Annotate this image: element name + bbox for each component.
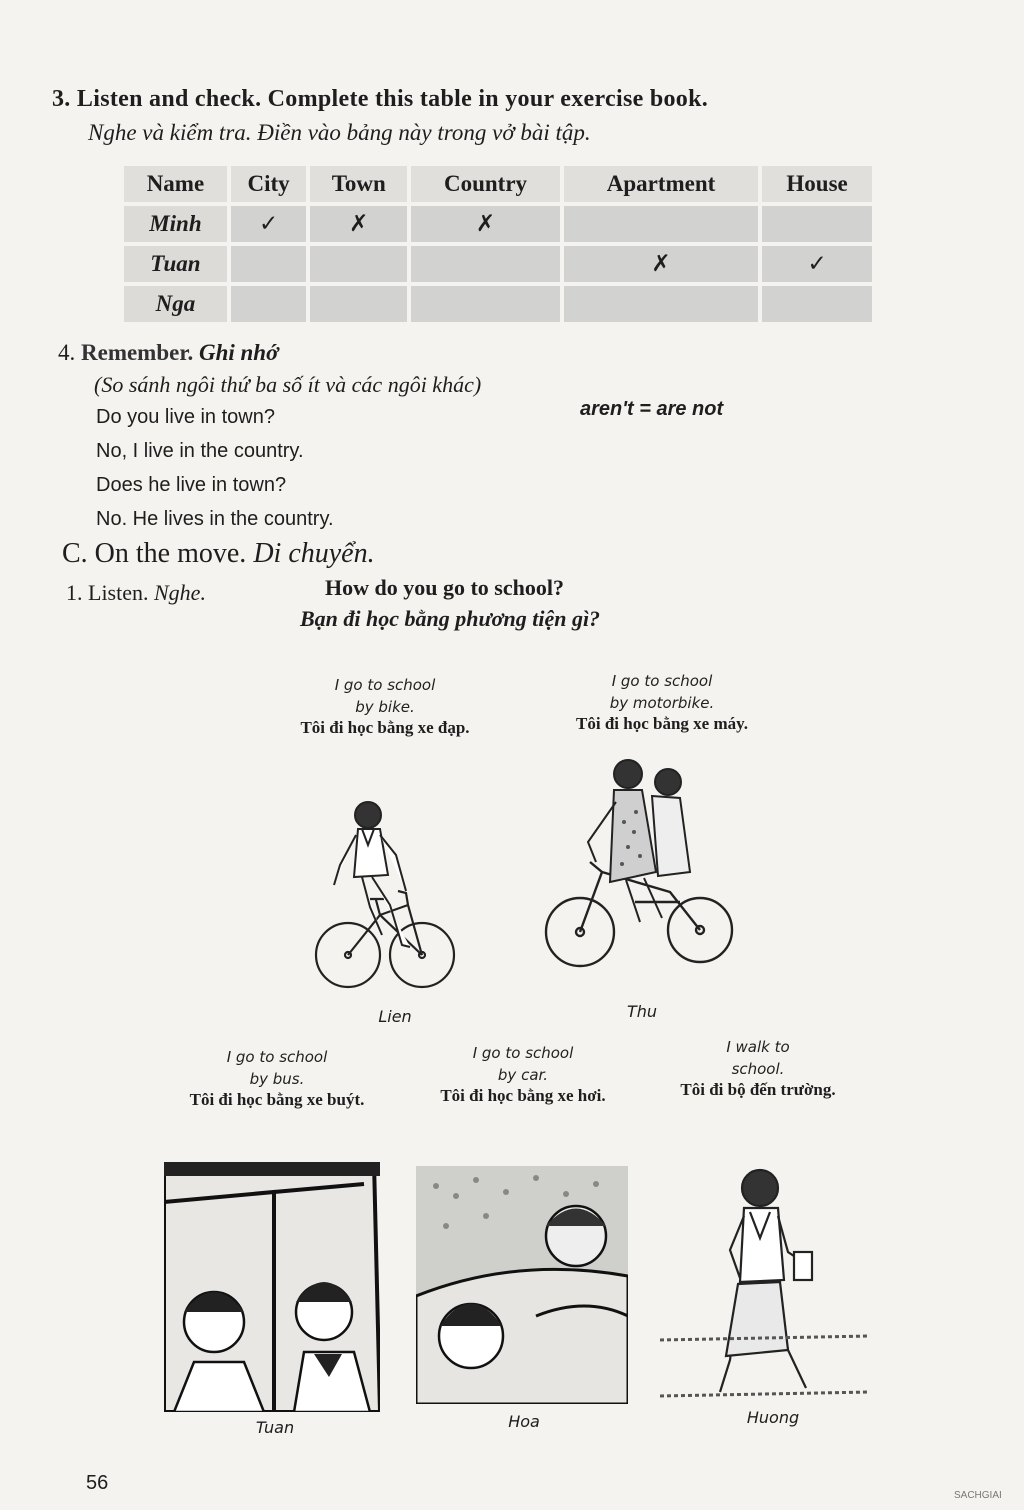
- table-row: [124, 246, 872, 282]
- caption-name: Huong: [746, 1408, 800, 1427]
- bus-illustration: [164, 1162, 380, 1412]
- caption-en-line1: I go to school: [334, 676, 436, 694]
- ex1-heading: [66, 580, 206, 606]
- caption-bus: [152, 1046, 402, 1110]
- table-cell: ✗: [310, 206, 407, 242]
- section-c-title-vn: Di chuyển.: [253, 538, 375, 569]
- row-name: Tuan: [124, 246, 227, 282]
- ex3-heading: [52, 86, 708, 113]
- caption-vn: Tôi đi bộ đến trường.: [680, 1080, 836, 1099]
- header-house: House: [762, 166, 872, 202]
- ex4-number: 4.: [58, 340, 76, 365]
- caption-en-line2: school.: [731, 1060, 785, 1078]
- caption-name: Tuan: [255, 1418, 295, 1437]
- motorbike-illustration: [540, 752, 740, 982]
- row-name: Nga: [124, 286, 227, 322]
- table-cell: [310, 246, 407, 282]
- table-cell: [231, 286, 306, 322]
- page-number: 56: [86, 1472, 109, 1494]
- ex4-title: Remember.: [81, 340, 194, 365]
- caption-motorbike: [542, 670, 782, 734]
- table-cell: [762, 286, 872, 322]
- walking-illustration: [660, 1160, 870, 1410]
- header-city: City: [231, 166, 306, 202]
- caption-walk: [648, 1036, 868, 1100]
- caption-en-line2: by car.: [497, 1066, 549, 1084]
- caption-en-line1: I walk to: [726, 1038, 790, 1056]
- ex4-aside: aren't = are not: [580, 398, 724, 420]
- ex4-line-3: Does he live in town?: [96, 474, 287, 496]
- ex1-title: Listen.: [88, 580, 149, 605]
- check-table: [120, 162, 876, 326]
- caption-en-line1: I go to school: [472, 1044, 574, 1062]
- caption-name: Hoa: [508, 1412, 540, 1431]
- table-row: [124, 206, 872, 242]
- caption-en-line2: by bus.: [249, 1070, 305, 1088]
- ex4-title-vn: Ghi nhớ: [198, 340, 279, 365]
- caption-en-line1: I go to school: [226, 1048, 328, 1066]
- ex4-note: (So sánh ngôi thứ ba số ít và các ngôi khác): [94, 372, 482, 397]
- caption-en-line1: I go to school: [611, 672, 713, 690]
- caption-bike: [270, 674, 500, 738]
- table-cell: [231, 246, 306, 282]
- ex1-title-vn: Nghe.: [154, 580, 206, 605]
- caption-name: Thu: [626, 1002, 658, 1021]
- caption-name: Lien: [378, 1007, 412, 1026]
- header-country: Country: [411, 166, 560, 202]
- caption-vn: Tôi đi học bằng xe buýt.: [189, 1090, 365, 1109]
- ex3-number: 3.: [52, 86, 71, 112]
- table-cell: ✓: [762, 246, 872, 282]
- car-illustration: [416, 1166, 628, 1404]
- caption-en-line2: by motorbike.: [609, 694, 715, 712]
- ex1-question-vn: Bạn đi học bằng phương tiện gì?: [300, 606, 601, 631]
- table-cell: [564, 286, 758, 322]
- ex1-number: 1.: [66, 580, 83, 605]
- table-cell: ✗: [411, 206, 560, 242]
- ex1-question: How do you go to school?: [325, 575, 564, 600]
- ex4-line-2: No, I live in the country.: [96, 440, 304, 462]
- ex4-heading: [58, 340, 278, 366]
- ex4-line-4: No. He lives in the country.: [96, 508, 334, 530]
- table-cell: [762, 206, 872, 242]
- ex3-title: Listen and check. Complete this table in your exercise book.: [76, 86, 709, 112]
- table-cell: [411, 286, 560, 322]
- caption-vn: Tôi đi học bằng xe đạp.: [300, 718, 470, 737]
- ex3-subtitle: Nghe và kiểm tra. Điền vào bảng này trong vở bài tập.: [88, 120, 591, 145]
- caption-en-line2: by bike.: [355, 698, 415, 716]
- header-apartment: Apartment: [564, 166, 758, 202]
- table-cell: [411, 246, 560, 282]
- header-town: Town: [310, 166, 407, 202]
- ex4-line-1: Do you live in town?: [96, 406, 275, 428]
- table-cell: ✓: [231, 206, 306, 242]
- table-cell: ✗: [564, 246, 758, 282]
- watermark: SACHGIAI: [954, 1490, 1002, 1501]
- table-row: [124, 286, 872, 322]
- caption-car: [408, 1042, 638, 1106]
- header-name: Name: [124, 166, 227, 202]
- table-cell: [310, 286, 407, 322]
- table-header-row: [124, 166, 872, 202]
- table-cell: [564, 206, 758, 242]
- bike-illustration: [310, 795, 460, 1010]
- section-c-title: C. On the move.: [62, 538, 247, 569]
- row-name: Minh: [124, 206, 227, 242]
- caption-vn: Tôi đi học bằng xe máy.: [576, 714, 748, 733]
- section-c-heading: [62, 538, 375, 570]
- caption-vn: Tôi đi học bằng xe hơi.: [440, 1086, 606, 1105]
